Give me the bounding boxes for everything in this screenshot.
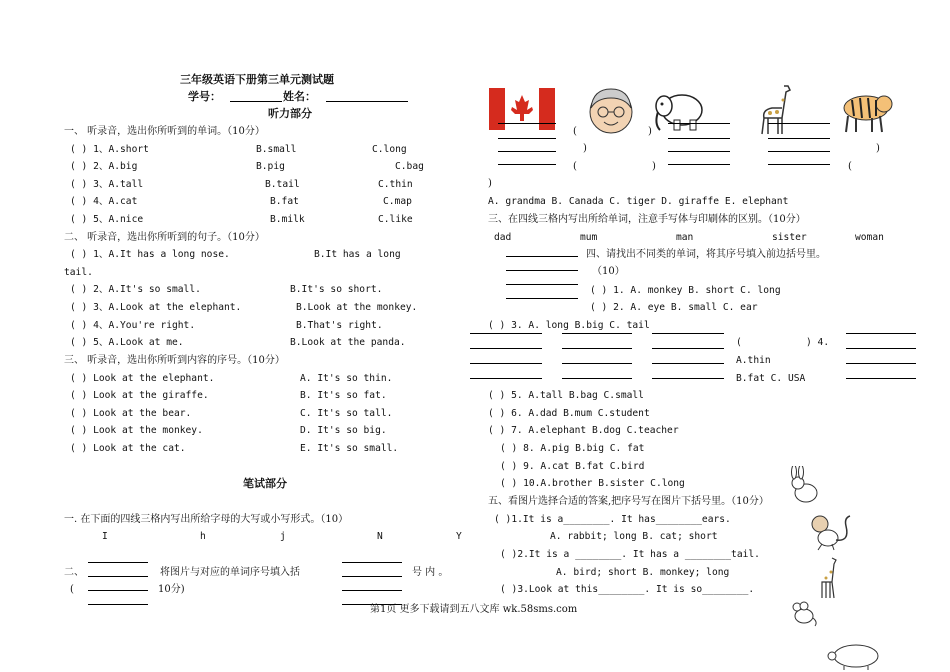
r3-writing-line[interactable] <box>652 378 724 379</box>
mouse-icon <box>788 598 818 628</box>
r3-word-4: sister <box>772 232 807 243</box>
pic-paren: ( <box>573 161 577 172</box>
r3-writing-line[interactable] <box>562 378 632 379</box>
w1-letter-1: I <box>102 531 108 542</box>
s3-row5-b: E. It's so small. <box>300 443 399 454</box>
r3-word-2: mum <box>580 232 598 243</box>
s2-row4-b: B.That's right. <box>296 320 383 331</box>
elephant-icon <box>652 90 708 134</box>
r5-q2-options: A. bird; short B. monkey; long <box>556 567 730 578</box>
answer-line[interactable] <box>498 151 556 152</box>
w1-writing-line[interactable] <box>342 576 402 577</box>
r3-word-1: dad <box>494 232 512 243</box>
s2-row5-a: ( ) 5、A.Look at me. <box>70 337 184 348</box>
r3-writing-line[interactable] <box>652 333 724 334</box>
r3-writing-line[interactable] <box>846 348 916 349</box>
s3-row3-a: ( ) Look at the bear. <box>70 408 192 419</box>
pic-paren: ) <box>652 161 656 172</box>
r4-row1: ( ) 1. A. monkey B. short C. long <box>590 285 781 296</box>
r3-writing-line[interactable] <box>506 256 578 257</box>
answer-line[interactable] <box>668 138 730 139</box>
r5-heading: 五、看图片选择合适的答案,把序号写在图片下括号里。（10分） <box>488 496 769 507</box>
r4-row4-num: ) 4. <box>806 337 830 348</box>
answer-line[interactable] <box>668 123 730 124</box>
pic-paren: ) <box>876 143 880 154</box>
grandma-icon <box>585 86 637 136</box>
student-id-label: 学号： <box>188 90 221 103</box>
w2-paren: ( <box>70 584 74 595</box>
s3-row5-a: ( ) Look at the cat. <box>70 443 186 454</box>
r4-heading: 四、请找出不同类的单词，将其序号填入前边括号里。 <box>586 249 826 260</box>
s1-row1-a: ( ) 1、A.short <box>70 144 149 155</box>
s1-row5-a: ( ) 5、A.nice <box>70 214 144 225</box>
giraffe-icon <box>752 82 800 136</box>
answer-line[interactable] <box>668 151 730 152</box>
r3-heading: 三、在四线三格内写出所给单词，注意手写体与印刷体的区别。（10分） <box>488 214 806 225</box>
r4-row10: ( ) 10.A.brother B.sister C.long <box>500 478 685 489</box>
answer-line[interactable] <box>498 138 556 139</box>
r5-q1-options: A. rabbit; long B. cat; short <box>550 531 718 542</box>
s1-row2-a: ( ) 2、A.big <box>70 161 138 172</box>
s1-row3-c: C.thin <box>378 179 413 190</box>
w1-writing-line[interactable] <box>88 604 148 605</box>
s2-row1-a: ( ) 1、A.It has a long nose. <box>70 249 230 260</box>
monkey-icon <box>806 512 854 552</box>
s1-row4-a: ( ) 4、A.cat <box>70 196 138 207</box>
s2-row2-b: B.It's so short. <box>290 284 383 295</box>
r4-row4-a: A.thin <box>736 355 771 366</box>
listening-title: 听力部分 <box>268 107 312 120</box>
student-name-blank[interactable] <box>326 101 408 102</box>
r5-q3: ( )3.Look at this________. It is so________. <box>500 584 755 595</box>
s1-row3-b: B.tail <box>265 179 300 190</box>
s2-row2-a: ( ) 2、A.It's so small. <box>70 284 201 295</box>
w1-heading: 一. 在下面的四线三格内写出所给字母的大写或小写形式。（10） <box>64 514 349 525</box>
answer-line[interactable] <box>668 164 730 165</box>
r4-row3: ( ) 3. A. long B.big C. tail <box>488 320 650 331</box>
r4-row4-bc: B.fat C. USA <box>736 373 806 384</box>
r4-row4-paren: ( <box>736 337 742 348</box>
r3-writing-line[interactable] <box>562 333 632 334</box>
s2-heading: 二、 听录音，选出你所听到的句子。（10分） <box>64 232 265 243</box>
s1-row3-a: ( ) 3、A.tall <box>70 179 144 190</box>
w1-letter-4: N <box>377 531 383 542</box>
s1-row1-c: C.long <box>372 144 407 155</box>
r3-writing-line[interactable] <box>562 363 632 364</box>
answer-line[interactable] <box>498 164 556 165</box>
w1-letter-2: h <box>200 531 206 542</box>
tiger-icon <box>838 86 894 134</box>
s2-row1-b: B.It has a long <box>314 249 401 260</box>
page-title: 三年级英语下册第三单元测试题 <box>180 73 334 86</box>
writing-title: 笔试部分 <box>243 477 287 490</box>
s2-row3-a: ( ) 3、A.Look at the elephant. <box>70 302 242 313</box>
pic-paren: ) <box>488 178 492 189</box>
r3-writing-line[interactable] <box>846 333 916 334</box>
w1-writing-line[interactable] <box>342 562 402 563</box>
w1-writing-line[interactable] <box>88 562 148 563</box>
w1-letter-3: j <box>280 531 286 542</box>
pig-icon <box>826 640 886 670</box>
w1-writing-line[interactable] <box>88 576 148 577</box>
student-id-blank[interactable] <box>230 101 282 102</box>
w2-number: 二、 <box>64 567 84 578</box>
w1-writing-line[interactable] <box>88 590 148 591</box>
r3-writing-line[interactable] <box>470 348 542 349</box>
pic-paren: ( <box>573 126 577 137</box>
r3-writing-line[interactable] <box>470 363 542 364</box>
w2-score: 10分) <box>158 584 185 595</box>
r3-writing-line[interactable] <box>506 270 578 271</box>
s3-row2-a: ( ) Look at the giraffe. <box>70 390 209 401</box>
s3-row1-a: ( ) Look at the elephant. <box>70 373 215 384</box>
r5-q1: ( )1.It is a________. It has________ears. <box>494 514 731 525</box>
r3-writing-line[interactable] <box>652 348 724 349</box>
s2-row5-b: B.Look at the panda. <box>290 337 406 348</box>
r3-writing-line[interactable] <box>846 378 916 379</box>
r4-row5: ( ) 5. A.tall B.bag C.small <box>488 390 644 401</box>
r3-writing-line[interactable] <box>506 298 578 299</box>
r4-row6: ( ) 6. A.dad B.mum C.student <box>488 408 650 419</box>
s1-row1-b: B.small <box>256 144 297 155</box>
r4-score: （10） <box>592 266 625 277</box>
r3-writing-line[interactable] <box>562 348 632 349</box>
answer-line[interactable] <box>768 164 830 165</box>
r3-writing-line[interactable] <box>652 363 724 364</box>
s1-row5-b: B.milk <box>270 214 305 225</box>
pic-paren: ) <box>583 143 587 154</box>
answer-line[interactable] <box>498 123 556 124</box>
s2-row1-c: tail. <box>64 267 93 278</box>
s3-row3-b: C. It's so tall. <box>300 408 393 419</box>
rabbit-icon <box>788 466 824 506</box>
s2-row3-b: B.Look at the monkey. <box>296 302 418 313</box>
s3-row1-b: A. It's so thin. <box>300 373 393 384</box>
s1-row4-b: B.fat <box>270 196 299 207</box>
s3-heading: 三、 听录音，选出你所听到内容的序号。（10分） <box>64 355 285 366</box>
r3-word-5: woman <box>855 232 884 243</box>
s1-row4-c: C.map <box>383 196 412 207</box>
pic-paren: ( <box>848 161 852 172</box>
s2-row4-a: ( ) 4、A.You're right. <box>70 320 196 331</box>
answer-line[interactable] <box>768 151 830 152</box>
r3-writing-line[interactable] <box>470 378 542 379</box>
w2-heading: 将图片与对应的单词序号填入括 <box>160 567 300 578</box>
s3-row4-a: ( ) Look at the monkey. <box>70 425 203 436</box>
pic-paren: ) <box>648 126 652 137</box>
w1-writing-line[interactable] <box>342 590 402 591</box>
r4-row9: ( ) 9. A.cat B.fat C.bird <box>500 461 645 472</box>
r4-row2: ( ) 2. A. eye B. small C. ear <box>590 302 758 313</box>
r3-writing-line[interactable] <box>846 363 916 364</box>
s1-row2-c: C.bag <box>395 161 424 172</box>
s1-row5-c: C.like <box>378 214 413 225</box>
w2-heading-end: 号 内 。 <box>412 567 449 578</box>
s1-heading: 一、 听录音，选出你所听到的单词。（10分） <box>64 126 265 137</box>
r3-word-3: man <box>676 232 694 243</box>
r4-row8: ( ) 8. A.pig B.big C. fat <box>500 443 645 454</box>
s3-row4-b: D. It's so big. <box>300 425 387 436</box>
answer-line[interactable] <box>768 123 830 124</box>
giraffe-small-icon <box>816 556 844 600</box>
r3-writing-line[interactable] <box>506 284 578 285</box>
s1-row2-b: B.pig <box>256 161 285 172</box>
page-footer: 第1页 更多下载请到五八文库 wk.58sms.com <box>370 604 578 615</box>
r5-q2: ( )2.It is a ________. It has a ________tail. <box>500 549 760 560</box>
student-name-label: 姓名： <box>283 90 316 103</box>
r4-row7: ( ) 7. A.elephant B.dog C.teacher <box>488 425 679 436</box>
picture-options: A. grandma B. Canada C. tiger D. giraffe E. elephant <box>488 196 789 207</box>
w1-letter-5: Y <box>456 531 462 542</box>
s3-row2-b: B. It's so fat. <box>300 390 387 401</box>
r3-writing-line[interactable] <box>470 333 542 334</box>
answer-line[interactable] <box>768 138 830 139</box>
